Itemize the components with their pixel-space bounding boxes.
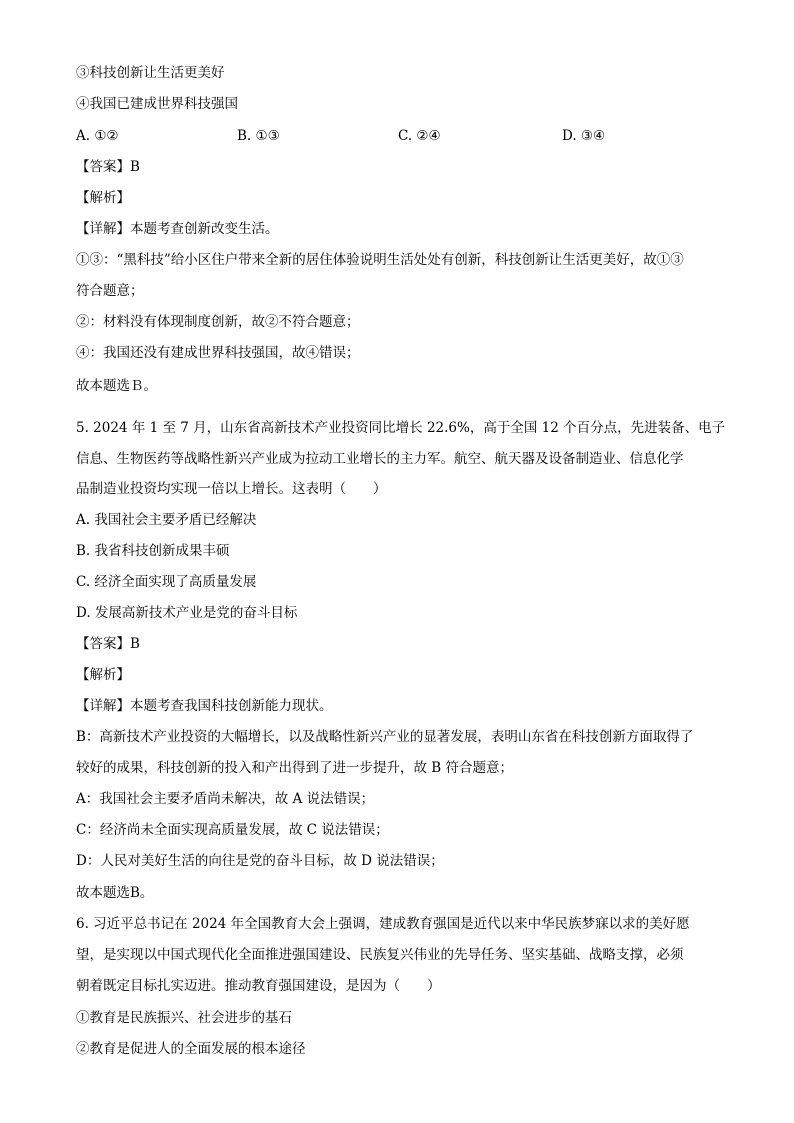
q4-choice-b: B. ①③ [237,128,280,144]
q4-explanation-1-line-2: 符合题意； [76,283,144,299]
q6-stem-line-1: 6. 习近平总书记在 2024 年全国教育大会上强调，建成教育强国是近代以来中华民族梦寐以求的美好愿 [76,916,690,932]
q4-choice-a: A. ①② [76,128,119,144]
q4-analysis-heading: 【解析】 [76,190,130,206]
q5-stem-line-3: 品制造业投资均实现一倍以上增长。这表明（ ） [76,481,387,497]
q5-detail: 【详解】本题考查我国科技创新能力现状。 [76,698,333,714]
q4-choice-c: C. ②④ [398,128,441,144]
q5-stem-line-2: 信息、生物医药等战略性新兴产业成为拉动工业增长的主力军。航空、航天器及设备制造业、信息化学 [76,451,684,467]
q5-option-c: C. 经济全面实现了高质量发展 [76,574,257,590]
q4-answer: 【答案】B [76,159,140,175]
q5-option-b: B. 我省科技创新成果丰硕 [76,543,230,559]
q5-stem-line-1: 5. 2024 年 1 至 7 月，山东省高新技术产业投资同比增长 22.6%，高于全国 12 个百分点，先进装备、电子 [76,420,726,436]
q5-answer: 【答案】B [76,636,140,652]
q4-explanation-2: ②：材料没有体现制度创新，故②不符合题意； [76,314,360,330]
q5-explanation-b-line-2: 较好的成果，科技创新的投入和产出得到了进一步提升，故 B 符合题意； [76,760,514,776]
q5-explanation-d: D：人民对美好生活的向往是党的奋斗目标，故 D 说法错误； [76,853,444,869]
q6-stem-line-2: 望，是实现以中国式现代化全面推进强国建设、民族复兴伟业的先导任务、坚实基础、战略支撑，必须 [76,947,684,963]
q4-option-3: ③科技创新让生活更美好 [76,65,225,81]
q5-conclusion: 故本题选B。 [76,885,154,901]
q4-option-4: ④我国已建成世界科技强国 [76,96,238,112]
q5-explanation-c: C：经济尚未全面实现高质量发展，故 C 说法错误； [76,822,389,838]
q5-explanation-b-line-1: B：高新技术产业投资的大幅增长，以及战略性新兴产业的显著发展，表明山东省在科技创新方面取得了 [76,729,694,745]
q5-option-d: D. 发展高新技术产业是党的奋斗目标 [76,605,298,621]
q4-detail: 【详解】本题考查创新改变生活。 [76,221,279,237]
q5-explanation-a: A：我国社会主要矛盾尚未解决，故 A 说法错误； [76,791,375,807]
q4-choice-d: D. ③④ [562,128,606,144]
q6-stem-line-3: 朝着既定目标扎实迈进。推动教育强国建设，是因为（ ） [76,978,441,994]
q6-option-1: ①教育是民族振兴、社会进步的基石 [76,1010,292,1026]
q4-explanation-1-line-1: ①③：“黑科技”给小区住户带来全新的居住体验说明生活处处有创新，科技创新让生活更美好，故①③ [76,252,684,268]
q4-explanation-3: ④：我国还没有建成世界科技强国，故④错误； [76,345,360,361]
q4-conclusion: 故本题选Ｂ。 [76,378,157,394]
q6-option-2: ②教育是促进人的全面发展的根本途径 [76,1041,306,1057]
q5-option-a: A. 我国社会主要矛盾已经解决 [76,512,257,528]
q5-analysis-heading: 【解析】 [76,667,130,683]
